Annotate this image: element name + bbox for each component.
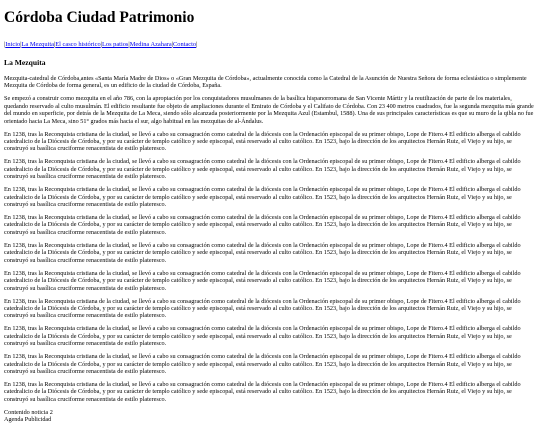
reconquista-paragraph: En 1238, tras la Reconquista cristiana de la ciudad, se llevó a cabo su consagración como catedral de la diócesis con la Ordenación episcopal de su primer obispo, Lope de Fitero.4 El edificio alberga el cabildo catedralicio de la Diócesis de Córdoba, y por su carácter de templo católico y sede episcopal, está reservado al culto católico. En 1523, bajo la dirección de los arquitectos Hernán Ruiz, el Viejo y su hijo, se construyó su basílica cruciforme renacentista de estilo plateresco. <box>4 130 521 153</box>
nav-separator: | <box>128 41 130 48</box>
site-title: Córdoba Ciudad Patrimonio <box>4 9 195 26</box>
footer <box>4 409 536 424</box>
intro-paragraph: Mezquita-catedral de Córdoba,antes «Santa María Madre de Dios» o «Gran Mezquita de Córdoba», actualmente conocida como la Catedral de la Asunción de Nuestra Señora de forma eclesiástica o simplemente Mezquita de Córdoba de forma general, es un edificio de la ciudad de Córdoba, España. <box>4 75 527 90</box>
main-nav <box>4 41 536 49</box>
reconquista-paragraph: En 1238, tras la Reconquista cristiana de la ciudad, se llevó a cabo su consagración como catedral de la diócesis con la Ordenación episcopal de su primer obispo, Lope de Fitero.4 El edificio alberga el cabildo catedralicio de la Diócesis de Córdoba, y por su carácter de templo católico y sede episcopal, está reservado al culto católico. En 1523, bajo la dirección de los arquitectos Hernán Ruiz, el Viejo y su hijo, se construyó su basílica cruciforme renacentista de estilo plateresco. <box>4 269 521 292</box>
nav-link-los-patios[interactable]: Los patios <box>101 41 129 48</box>
nav-separator: | <box>4 41 6 48</box>
history-paragraph: Se empezó a construir como mezquita en el año 786, con la apropiación por los conquistadores musulmanes de la basílica hispanorromana de San Vicente Mártir y la reutilización de parte de los materiales, quedando reservado al culto musulmán. El edificio resultante fue objeto de ampliaciones durante el Emirato de Córdoba y el Califato de Córdoba. Con 23 400 metros cuadrados, fue la segunda mezquita más grande del mundo en superficie, por detrás de la Mezquita de La Meca, siendo sólo alcanzada posteriormente por la Mezquita Azul (Estambul, 1588). Una de sus principales características es que su muro de la qibla no fue orientado hacia La Meca, sino 51° grados más hacia el sur, algo habitual en las mezquitas de al-Ándalus. <box>4 95 534 125</box>
reconquista-paragraph: En 1238, tras la Reconquista cristiana de la ciudad, se llevó a cabo su consagración como catedral de la diócesis con la Ordenación episcopal de su primer obispo, Lope de Fitero.4 El edificio alberga el cabildo catedralicio de la Diócesis de Córdoba, y por su carácter de templo católico y sede episcopal, está reservado al culto católico. En 1523, bajo la dirección de los arquitectos Hernán Ruiz, el Viejo y su hijo, se construyó su basílica cruciforme renacentista de estilo plateresco. <box>4 380 521 403</box>
nav-link-contacto[interactable]: Contacto <box>173 41 197 48</box>
nav-separator: | <box>196 41 198 48</box>
reconquista-paragraph: En 1238, tras la Reconquista cristiana de la ciudad, se llevó a cabo su consagración como catedral de la diócesis con la Ordenación episcopal de su primer obispo, Lope de Fitero.4 El edificio alberga el cabildo catedralicio de la Diócesis de Córdoba, y por su carácter de templo católico y sede episcopal, está reservado al culto católico. En 1523, bajo la dirección de los arquitectos Hernán Ruiz, el Viejo y su hijo, se construyó su basílica cruciforme renacentista de estilo plateresco. <box>4 186 521 209</box>
reconquista-paragraph: En 1238, tras la Reconquista cristiana de la ciudad, se llevó a cabo su consagración como catedral de la diócesis con la Ordenación episcopal de su primer obispo, Lope de Fitero.4 El edificio alberga el cabildo catedralicio de la Diócesis de Córdoba, y por su carácter de templo católico y sede episcopal, está reservado al culto católico. En 1523, bajo la dirección de los arquitectos Hernán Ruiz, el Viejo y su hijo, se construyó su basílica cruciforme renacentista de estilo plateresco. <box>4 158 521 181</box>
nav-link-la-mezquita[interactable]: La Mezquita <box>21 41 54 48</box>
reconquista-paragraph: En 1238, tras la Reconquista cristiana de la ciudad, se llevó a cabo su consagración como catedral de la diócesis con la Ordenación episcopal de su primer obispo, Lope de Fitero.4 El edificio alberga el cabildo catedralicio de la Diócesis de Córdoba, y por su carácter de templo católico y sede episcopal, está reservado al culto católico. En 1523, bajo la dirección de los arquitectos Hernán Ruiz, el Viejo y su hijo, se construyó su basílica cruciforme renacentista de estilo plateresco. <box>4 353 521 375</box>
section-title: La Mezquita <box>4 58 46 67</box>
nav-link-medina-azahara[interactable]: Medina Azahara <box>129 41 172 48</box>
nav-link-casco-historico[interactable]: El casco histórico <box>55 41 101 48</box>
reconquista-paragraph: En 1238, tras la Reconquista cristiana de la ciudad, se llevó a cabo su consagración como catedral de la diócesis con la Ordenación episcopal de su primer obispo, Lope de Fitero.4 El edificio alberga el cabildo catedralicio de la Diócesis de Córdoba, y por su carácter de templo católico y sede episcopal, está reservado al culto católico. En 1523, bajo la dirección de los arquitectos Hernán Ruiz, el Viejo y su hijo, se construyó su basílica cruciforme renacentista de estilo plateresco. <box>4 297 521 320</box>
footer-line-agenda: Agenda Publicidad <box>4 416 52 424</box>
nav-separator: | <box>20 41 22 48</box>
nav-separator: | <box>53 41 56 48</box>
reconquista-paragraph: En 1238, tras la Reconquista cristiana de la ciudad, se llevó a cabo su consagración como catedral de la diócesis con la Ordenación episcopal de su primer obispo, Lope de Fitero.4 El edificio alberga el cabildo catedralicio de la Diócesis de Córdoba, y por su carácter de templo católico y sede episcopal, está reservado al culto católico. En 1523, bajo la dirección de los arquitectos Hernán Ruiz, el Viejo y su hijo, se construyó su basílica cruciforme renacentista de estilo plateresco. <box>4 325 521 348</box>
footer-line-content: Contenido noticia 2 <box>4 408 53 416</box>
nav-separator: | <box>171 41 174 48</box>
reconquista-paragraph: En 1238, tras la Reconquista cristiana de la ciudad, se llevó a cabo su consagración como catedral de la diócesis con la Ordenación episcopal de su primer obispo, Lope de Fitero.4 El edificio alberga el cabildo catedralicio de la Diócesis de Córdoba, y por su carácter de templo católico y sede episcopal, está reservado al culto católico. En 1523, bajo la dirección de los arquitectos Hernán Ruiz, el Viejo y su hijo, se construyó su basílica cruciforme renacentista de estilo plateresco. <box>4 241 521 264</box>
nav-link-inicio[interactable]: Inicio <box>5 41 21 48</box>
nav-separator: | <box>100 41 102 48</box>
reconquista-paragraph: En 1238, tras la Reconquista cristiana de la ciudad, se llevó a cabo su consagración como catedral de la diócesis con la Ordenación episcopal de su primer obispo, Lope de Fitero.4 El edificio alberga el cabildo catedralicio de la Diócesis de Córdoba, y por su carácter de templo católico y sede episcopal, está reservado al culto católico. En 1523, bajo la dirección de los arquitectos Hernán Ruiz, el Viejo y su hijo, se construyó su basílica cruciforme renacentista de estilo plateresco. <box>4 214 521 236</box>
